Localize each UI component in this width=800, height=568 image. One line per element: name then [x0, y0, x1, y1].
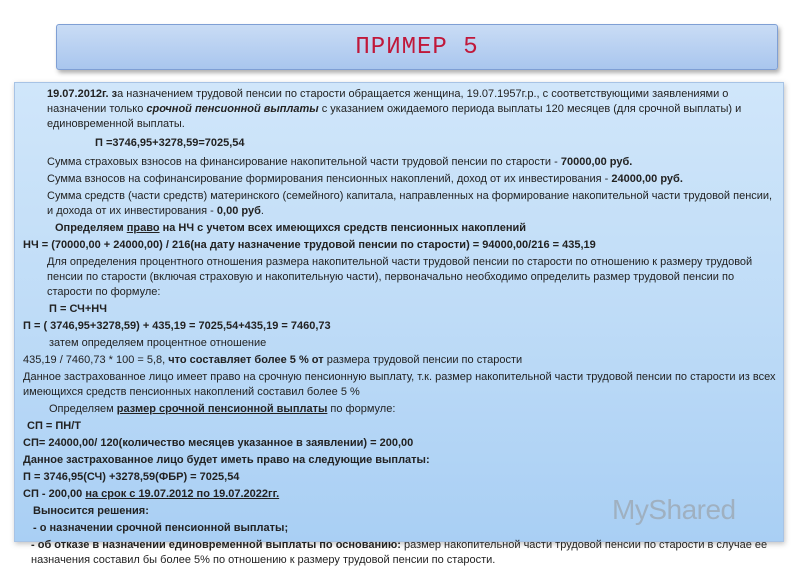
decision-grant: - о назначении срочной пенсионной выплаты;	[33, 522, 289, 534]
percent-calc-suffix: размера трудовой пенсии по старости	[323, 354, 523, 366]
insurance-contributions-line	[19, 155, 777, 170]
formula-sch-nch-line	[19, 302, 777, 317]
maternity-capital-line	[19, 189, 777, 219]
entitlement-line	[19, 453, 777, 468]
determine-size-suffix: по формуле:	[327, 403, 396, 415]
determine-size-line	[19, 402, 777, 417]
percent-calc-emphasis: что составляет более 5 % от	[168, 354, 324, 366]
determine-right-prefix: Определяем	[55, 222, 127, 234]
insurance-contributions-value: 70000,00 руб.	[560, 156, 633, 168]
formula-p-line	[19, 136, 777, 151]
intro-paragraph	[19, 87, 777, 132]
intro-text: а назначением трудовой пенсии по старости обращается женщина, 19.07.1957г.р., с соответствующими заявлениями о назначении только	[47, 88, 729, 115]
slide-title: ПРИМЕР 5	[355, 33, 479, 61]
sp-calc: СП= 24000,00/ 120(количество месяцев указанное в заявлении) = 200,00	[23, 437, 414, 449]
determine-right-line	[19, 221, 777, 236]
entitlement-text: Данное застрахованное лицо будет иметь право на следующие выплаты:	[23, 454, 430, 466]
intro-emphasis: срочной пенсионной выплаты	[146, 103, 319, 115]
formula-p: П =3746,95+3278,59=7025,54	[95, 137, 245, 149]
intro-text-end: с указанием ожидаемого периода выплаты 120 месяцев (для срочной выплаты) и единовременной выплаты.	[47, 103, 742, 130]
nch-formula-line	[19, 238, 777, 253]
insurance-contributions-label: Сумма страховых взносов на финансирование накопительной части трудовой пенсии по старости -	[47, 156, 561, 168]
slide-title-banner	[56, 24, 778, 70]
determine-size-keyword: размер срочной пенсионной выплаты	[116, 403, 328, 415]
pension-calc: П = ( 3746,95+3278,59) + 435,19 = 7025,54+435,19 = 7460,73	[23, 320, 331, 332]
pension-total: П = 3746,95(СЧ) +3278,59(ФБР) = 7025,54	[23, 471, 240, 483]
maternity-capital-value: 0,00 руб	[216, 205, 261, 217]
sp-term-amount: СП - 200,00	[23, 488, 86, 500]
cofinancing-label: Сумма взносов на софинансирование формирования пенсионных накоплений, доход от их инвестирования -	[47, 173, 612, 185]
decision-heading: Выносится решения:	[33, 505, 149, 517]
watermark-text: MyShared	[612, 494, 736, 525]
pension-total-line	[19, 470, 777, 485]
formula-sp: СП = ПН/Т	[27, 420, 82, 432]
nch-formula: НЧ = (70000,00 + 24000,00) / 216(на дату назначение трудовой пенсии по старости) = 94000,00/216 = 435,19	[23, 239, 596, 251]
sp-term-line	[19, 487, 777, 502]
formula-sp-line	[19, 419, 777, 434]
percent-ratio-text: затем определяем процентное отношение	[49, 337, 267, 349]
percentage-intro-paragraph	[19, 255, 777, 300]
determine-right-keyword: право	[126, 222, 160, 234]
decision-refusal-paragraph	[19, 538, 777, 568]
pension-calc-line	[19, 319, 777, 334]
percent-calc-line	[19, 353, 777, 368]
intro-date: 19.07.2012г. з	[47, 88, 118, 100]
percentage-intro-text: Для определения процентного отношения размера накопительной части трудовой пенсии по старости по отношению к размеру трудовой пенсии по старости (включая страховую и накопительную части), первоначально необходимо определить размер трудовой пенсии по старости по формуле:	[47, 256, 753, 298]
sp-term-period: на срок с 19.07.2012 по 19.07.2022гг.	[85, 488, 280, 500]
decision-refusal-reason: размер накопительной части трудовой пенсии по старости в случае ее назначения составил бы более 5% по отношению к размеру трудовой пенсии по старости.	[31, 539, 768, 566]
decision-heading-line	[19, 504, 777, 519]
cofinancing-value: 24000,00 руб.	[611, 173, 683, 185]
example-content-panel	[14, 82, 784, 566]
determine-size-prefix: Определяем	[49, 403, 117, 415]
percent-calc-value: 435,19 / 7460,73 * 100 = 5,8,	[23, 354, 169, 366]
percent-ratio-line	[19, 336, 777, 351]
sp-calc-line	[19, 436, 777, 451]
eligibility-paragraph	[19, 370, 777, 400]
determine-right-suffix: на НЧ с учетом всех имеющихся средств пенсионных накоплений	[159, 222, 527, 234]
formula-sch-nch: П = СЧ+НЧ	[49, 303, 107, 315]
maternity-capital-label: Сумма средств (части средств) материнского (семейного) капитала, направленных на формирование накопительной части трудовой пенсии, и дохода от их инвестирования -	[47, 190, 773, 217]
eligibility-text: Данное застрахованное лицо имеет право на срочную пенсионную выплату, т.к. размер накопительной части трудовой пенсии по старости из всех имеющихся средств пенсионных накоплений составил более 5 %	[23, 371, 776, 398]
decision-grant-line	[19, 521, 777, 536]
decision-refusal-label: - об отказе в назначении единовременной выплаты по основанию:	[31, 539, 401, 551]
maternity-capital-period: .	[260, 205, 264, 217]
cofinancing-line	[19, 172, 777, 187]
